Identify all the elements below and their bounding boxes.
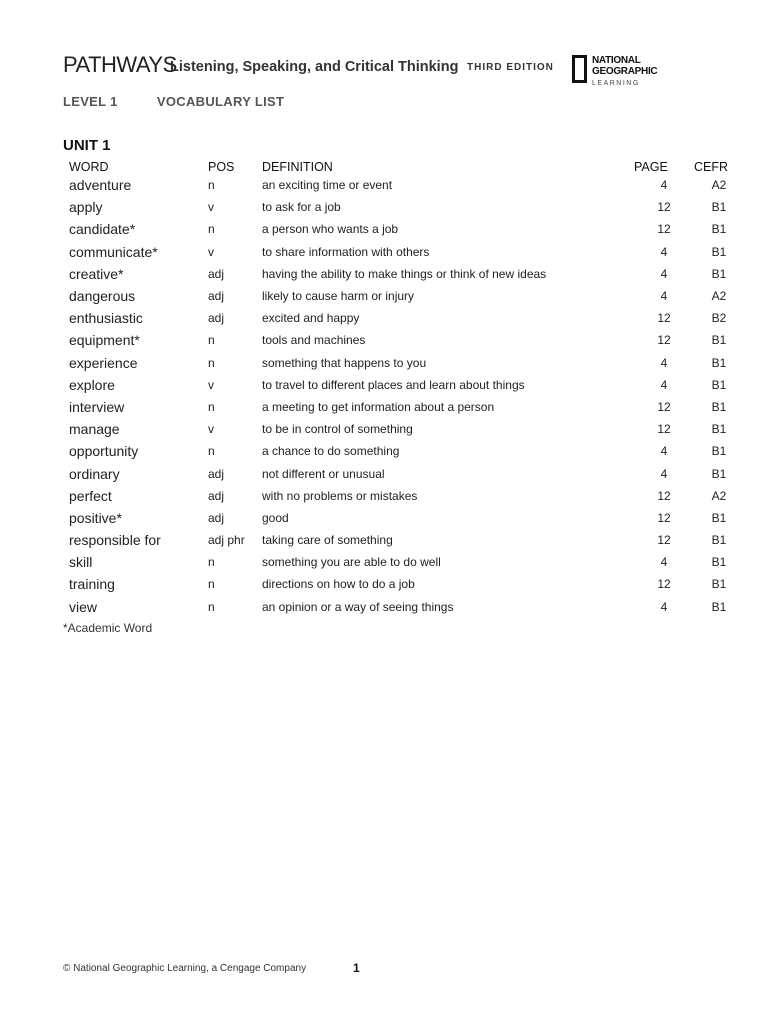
- table-body: [63, 174, 744, 618]
- definition-cell: to travel to different places and learn about things: [262, 377, 525, 392]
- definition-cell: a meeting to get information about a person: [262, 399, 495, 414]
- word-cell: training: [69, 576, 115, 593]
- pos-cell: n: [208, 599, 215, 614]
- table-row: [63, 396, 744, 418]
- pos-cell: n: [208, 444, 215, 459]
- cefr-cell: B1: [711, 333, 727, 348]
- table-row: [63, 241, 744, 263]
- level-label: LEVEL 1: [63, 94, 118, 109]
- table-row: [63, 196, 744, 218]
- cefr-cell: A2: [711, 289, 727, 304]
- cefr-cell: B1: [711, 510, 727, 525]
- cefr-cell: A2: [711, 488, 727, 503]
- definition-cell: something that happens to you: [262, 355, 427, 370]
- word-cell: view: [69, 598, 98, 615]
- page-cell: 4: [660, 555, 668, 570]
- page-cell: 4: [660, 377, 668, 392]
- pos-cell: adj: [208, 466, 225, 481]
- table-row: [63, 485, 744, 507]
- pos-cell: n: [208, 222, 215, 237]
- cefr-cell: B1: [711, 466, 727, 481]
- page-cell: 12: [657, 399, 671, 414]
- table-row: [63, 174, 744, 196]
- table-row: [63, 263, 744, 285]
- page-cell: 12: [657, 510, 671, 525]
- pos-cell: n: [208, 577, 215, 592]
- yellow-border-icon: [572, 55, 587, 83]
- table-row: [63, 551, 744, 573]
- definition-cell: to share information with others: [262, 244, 430, 259]
- page-cell: 12: [657, 533, 671, 548]
- document-header: [63, 50, 743, 95]
- cefr-cell: B1: [711, 599, 727, 614]
- table-row: [63, 218, 744, 240]
- cefr-cell: B1: [711, 222, 727, 237]
- pos-cell: n: [208, 555, 215, 570]
- cefr-cell: B1: [711, 444, 727, 459]
- cefr-cell: B1: [711, 266, 727, 281]
- pos-cell: adj: [208, 488, 225, 503]
- table-row: [63, 529, 744, 551]
- definition-cell: tools and machines: [262, 333, 366, 348]
- page-cell: 4: [660, 289, 668, 304]
- word-cell: creative*: [69, 265, 124, 282]
- pos-cell: adj: [208, 266, 225, 281]
- copyright-footer: © National Geographic Learning, a Cengage Company: [63, 963, 307, 974]
- word-cell: skill: [69, 554, 93, 571]
- brand-title: PATHWAYS: [63, 52, 177, 77]
- table-row: [63, 329, 744, 351]
- national-geographic-logo: [572, 55, 672, 93]
- pos-cell: adj: [208, 289, 225, 304]
- series-subtitle: Listening, Speaking, and Critical Thinking: [170, 59, 459, 75]
- unit-title: UNIT 1: [63, 137, 111, 154]
- cefr-cell: B1: [711, 555, 727, 570]
- definition-cell: having the ability to make things or think of new ideas: [262, 266, 547, 281]
- page-cell: 4: [660, 599, 668, 614]
- definition-cell: to be in control of something: [262, 422, 413, 437]
- pos-cell: n: [208, 333, 215, 348]
- logo-text-line3: LEARNING: [592, 80, 640, 87]
- cefr-cell: B1: [711, 244, 727, 259]
- pos-cell: n: [208, 355, 215, 370]
- pos-cell: adj: [208, 311, 225, 326]
- level-row: [63, 94, 284, 109]
- column-header-page: PAGE: [634, 160, 668, 174]
- table-row: [63, 307, 744, 329]
- edition-label: THIRD EDITION: [467, 62, 554, 73]
- vocabulary-table: [63, 154, 744, 618]
- word-cell: manage: [69, 421, 120, 438]
- page-cell: 4: [660, 244, 668, 259]
- cefr-cell: B1: [711, 422, 727, 437]
- cefr-cell: B2: [711, 311, 727, 326]
- word-cell: interview: [69, 398, 125, 415]
- table-row: [63, 440, 744, 462]
- page-cell: 4: [660, 355, 668, 370]
- cefr-cell: B1: [711, 577, 727, 592]
- logo-text-line1: NATIONAL: [592, 55, 641, 66]
- cefr-cell: B1: [711, 533, 727, 548]
- table-row: [63, 462, 744, 484]
- pos-cell: v: [208, 200, 214, 215]
- page-cell: 12: [657, 488, 671, 503]
- cefr-cell: B1: [711, 200, 727, 215]
- cefr-cell: B1: [711, 355, 727, 370]
- word-cell: enthusiastic: [69, 310, 143, 327]
- page-cell: 12: [657, 333, 671, 348]
- table-header-row: [63, 154, 744, 174]
- definition-cell: with no problems or mistakes: [262, 488, 418, 503]
- word-cell: equipment*: [69, 332, 140, 349]
- page-cell: 4: [660, 444, 668, 459]
- table-row: [63, 418, 744, 440]
- pos-cell: adj phr: [208, 533, 245, 548]
- page-cell: 4: [660, 266, 668, 281]
- pos-cell: v: [208, 422, 214, 437]
- table-row: [63, 507, 744, 529]
- table-row: [63, 596, 744, 618]
- page-cell: 12: [657, 577, 671, 592]
- word-cell: dangerous: [69, 288, 136, 305]
- word-cell: positive*: [69, 509, 122, 526]
- definition-cell: directions on how to do a job: [262, 577, 415, 592]
- definition-cell: an exciting time or event: [262, 178, 393, 193]
- word-cell: adventure: [69, 177, 132, 194]
- definition-cell: to ask for a job: [262, 200, 341, 215]
- cefr-cell: B1: [711, 377, 727, 392]
- cefr-cell: B1: [711, 399, 727, 414]
- column-header-cefr: CEFR: [694, 160, 729, 174]
- column-header-word: WORD: [69, 160, 109, 174]
- word-cell: opportunity: [69, 443, 139, 460]
- table-row: [63, 352, 744, 374]
- academic-word-note: *Academic Word: [63, 621, 153, 635]
- definition-cell: not different or unusual: [262, 466, 385, 481]
- page-cell: 12: [657, 200, 671, 215]
- word-cell: responsible for: [69, 532, 161, 549]
- page-cell: 4: [660, 178, 668, 193]
- page-number: 1: [353, 961, 360, 975]
- definition-cell: an opinion or a way of seeing things: [262, 599, 454, 614]
- list-title: VOCABULARY LIST: [156, 94, 285, 109]
- word-cell: experience: [69, 354, 138, 371]
- page-cell: 4: [660, 466, 668, 481]
- definition-cell: something you are able to do well: [262, 555, 441, 570]
- word-cell: communicate*: [69, 243, 158, 260]
- cefr-cell: A2: [711, 178, 727, 193]
- word-cell: apply: [69, 199, 103, 216]
- column-header-definition: DEFINITION: [262, 160, 333, 174]
- page-cell: 12: [657, 222, 671, 237]
- column-header-pos: POS: [208, 160, 235, 174]
- table-row: [63, 285, 744, 307]
- definition-cell: a chance to do something: [262, 444, 400, 459]
- definition-cell: likely to cause harm or injury: [262, 289, 415, 304]
- page-cell: 12: [657, 311, 671, 326]
- word-cell: ordinary: [69, 465, 120, 482]
- pos-cell: adj: [208, 510, 225, 525]
- definition-cell: a person who wants a job: [262, 222, 399, 237]
- definition-cell: taking care of something: [262, 533, 393, 548]
- pos-cell: v: [208, 244, 214, 259]
- word-cell: perfect: [69, 487, 112, 504]
- table-row: [63, 374, 744, 396]
- definition-cell: excited and happy: [262, 311, 360, 326]
- pos-cell: v: [208, 377, 214, 392]
- word-cell: candidate*: [69, 221, 136, 238]
- word-cell: explore: [69, 376, 115, 393]
- definition-cell: good: [262, 510, 289, 525]
- logo-text-line2: GEOGRAPHIC: [592, 66, 658, 77]
- pos-cell: n: [208, 178, 215, 193]
- table-row: [63, 573, 744, 595]
- page-cell: 12: [657, 422, 671, 437]
- pos-cell: n: [208, 399, 215, 414]
